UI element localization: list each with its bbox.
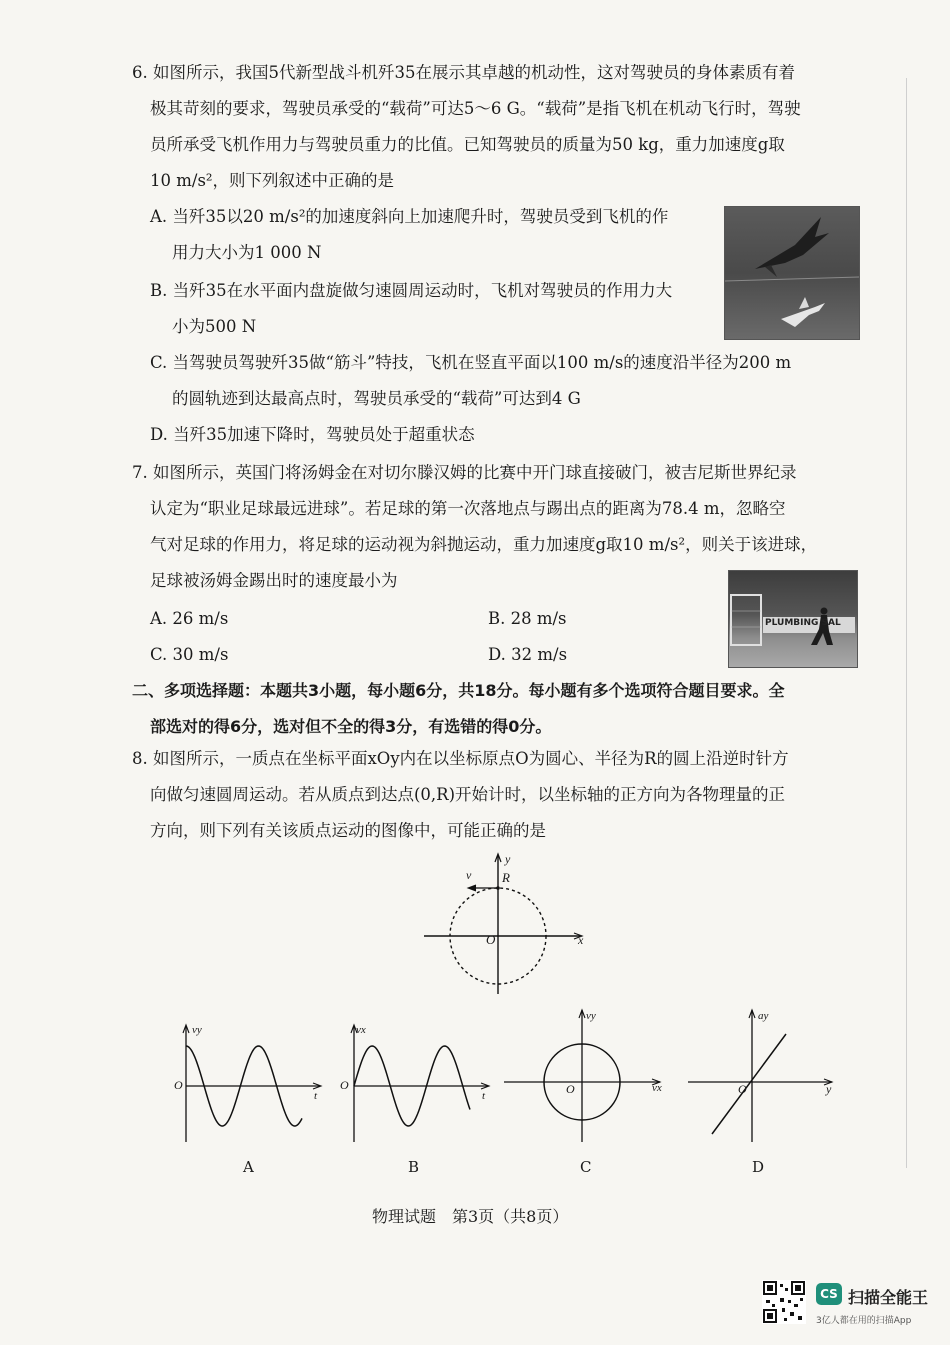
q6-line-1: 6. 如图所示，我国5代新型战斗机歼35在展示其卓越的机动性，这对驾驶员的身体素质有着 bbox=[132, 63, 795, 82]
graph-d-y-label: ay bbox=[758, 1010, 769, 1022]
graph-b-label: B bbox=[408, 1158, 420, 1176]
photo-banner-text: PLUMBING SAL bbox=[765, 618, 841, 628]
q7-option-c: C. 30 m/s bbox=[150, 645, 229, 664]
main-origin-label: O bbox=[486, 932, 496, 947]
q7-line-2: 认定为“职业足球最远进球”。若足球的第一次落地点与踢出点的距离为78.4 m，忽略空 bbox=[150, 499, 786, 518]
scanner-logo-icon: CS bbox=[816, 1283, 842, 1305]
q6-option-b-cont: 小为500 N bbox=[172, 317, 257, 336]
graph-d bbox=[682, 1008, 842, 1144]
graph-a bbox=[170, 1022, 330, 1146]
q7-line-3: 气对足球的作用力，将足球的运动视为斜抛运动，重力加速度g取10 m/s²，则关于该进球， bbox=[150, 535, 818, 554]
q6-line-2: 极其苛刻的要求，驾驶员承受的“载荷”可达5～6 G。“载荷”是指飞机在机动飞行时，驾驶 bbox=[150, 99, 801, 118]
ay-line bbox=[712, 1034, 786, 1134]
graph-a-origin: O bbox=[174, 1078, 183, 1092]
q6-line-3: 员所承受飞机作用力与驾驶员重力的比值。已知驾驶员的质量为50 kg，重力加速度g取 bbox=[150, 135, 785, 154]
q6-option-a-cont: 用力大小为1 000 N bbox=[172, 243, 322, 262]
main-x-label: x bbox=[578, 933, 584, 947]
q8-line-1: 8. 如图所示，一质点在坐标平面xOy内在以坐标原点O为圆心、半径为R的圆上沿逆时针方 bbox=[132, 749, 789, 768]
graph-d-x-label: y bbox=[826, 1082, 832, 1096]
scanner-tagline: 3亿人都在用的扫描App bbox=[816, 1316, 912, 1326]
q8-line-3: 方向，则下列有关该质点运动的图像中，可能正确的是 bbox=[150, 821, 546, 840]
graph-c-y-label: vy bbox=[586, 1010, 596, 1022]
graph-a-x-label: t bbox=[314, 1090, 318, 1102]
q6-option-d: D. 当歼35加速下降时，驾驶员处于超重状态 bbox=[150, 425, 475, 444]
q6-option-b: B. 当歼35在水平面内盘旋做匀速圆周运动时，飞机对驾驶员的作用力大 bbox=[150, 281, 673, 300]
graph-b bbox=[338, 1022, 498, 1146]
page-footer: 物理试题 第3页（共8页） bbox=[372, 1207, 569, 1226]
graph-c bbox=[504, 1008, 668, 1144]
scanner-app-name: 扫描全能王 bbox=[848, 1288, 929, 1307]
graph-c-origin: O bbox=[566, 1082, 575, 1096]
circle-motion-figure bbox=[420, 850, 600, 1000]
jet-illustration bbox=[725, 207, 859, 339]
graph-c-label: C bbox=[580, 1158, 592, 1176]
section2-line-2: 部选对的得6分，选对但不全的得3分，有选错的得0分。 bbox=[150, 717, 552, 736]
graph-d-origin: O bbox=[738, 1082, 747, 1096]
graph-a-y-label: vy bbox=[192, 1024, 202, 1036]
q7-option-d: D. 32 m/s bbox=[488, 645, 568, 664]
q7-line-1: 7. 如图所示，英国门将汤姆金在对切尔滕汉姆的比赛中开门球直接破门，被吉尼斯世界纪录 bbox=[132, 463, 797, 482]
main-y-label: y bbox=[505, 852, 511, 866]
graph-b-origin: O bbox=[340, 1078, 349, 1092]
graph-a-label: A bbox=[243, 1158, 254, 1176]
q8-line-2: 向做匀速圆周运动。若从质点到达点(0,R)开始计时，以坐标轴的正方向为各物理量的正 bbox=[150, 785, 786, 804]
graph-d-label: D bbox=[752, 1158, 765, 1176]
main-r-label: R bbox=[502, 870, 510, 885]
section2-line-1: 二、多项选择题：本题共3小题，每小题6分，共18分。每小题有多个选项符合题目要求。全 bbox=[132, 681, 785, 700]
q6-line-4: 10 m/s²，则下列叙述中正确的是 bbox=[150, 171, 395, 190]
jet-photo bbox=[724, 206, 860, 340]
main-v-label: v bbox=[466, 868, 472, 882]
q7-option-b: B. 28 m/s bbox=[488, 609, 567, 628]
qr-code-icon bbox=[762, 1280, 806, 1324]
football-photo bbox=[728, 570, 858, 668]
q6-option-c: C. 当驾驶员驾驶歼35做“筋斗”特技，飞机在竖直平面以100 m/s的速度沿半径为200 m bbox=[150, 353, 792, 372]
graph-b-y-label: vx bbox=[356, 1024, 366, 1036]
q7-option-a: A. 26 m/s bbox=[150, 609, 229, 628]
graph-b-x-label: t bbox=[482, 1090, 486, 1102]
graph-c-x-label: vx bbox=[652, 1082, 662, 1094]
q6-option-a: A. 当歼35以20 m/s²的加速度斜向上加速爬升时，驾驶员受到飞机的作 bbox=[150, 207, 669, 226]
q6-option-c-cont: 的圆轨迹到达最高点时，驾驶员承受的“载荷”可达到4 G bbox=[172, 389, 581, 408]
margin-line bbox=[906, 78, 907, 1168]
q7-line-4: 足球被汤姆金踢出时的速度最小为 bbox=[150, 571, 398, 590]
